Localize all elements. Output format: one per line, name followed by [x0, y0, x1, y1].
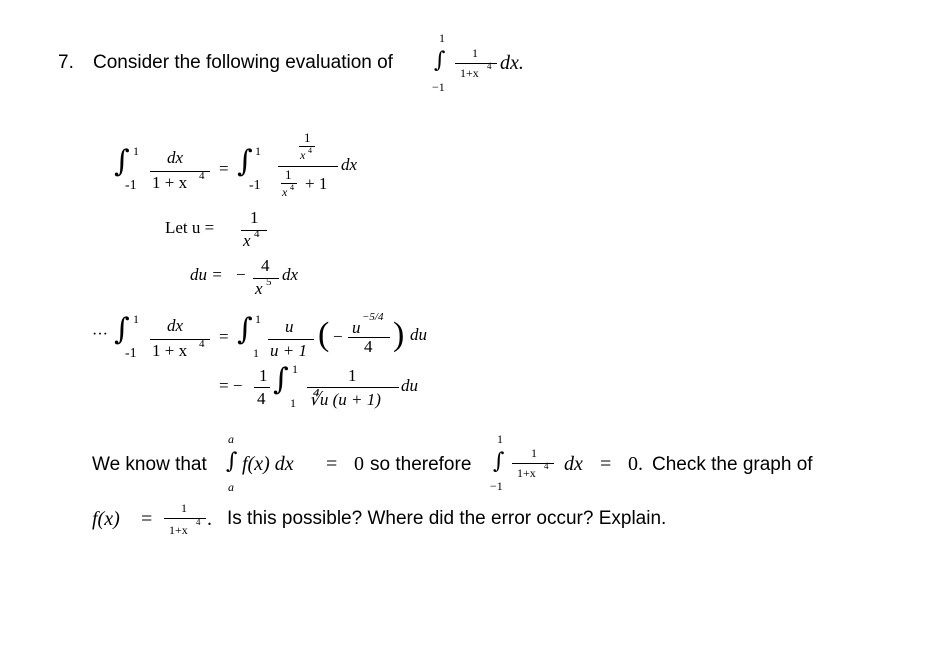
l1-rhs-upper: 1 [255, 144, 261, 158]
l4-rhs-den: u + 1 [270, 341, 307, 360]
stmt-int2-upper: 1 [497, 432, 503, 446]
l1-rhs-dn: 1 [285, 167, 292, 182]
question-fx: f(x) [92, 508, 120, 530]
l4-rhs-num: u [285, 317, 294, 336]
l3-label: du = [190, 265, 223, 284]
integral-sign-icon: ∫ [273, 362, 289, 397]
stmt-int2-num: 1 [531, 446, 537, 460]
l2-den: x [243, 231, 251, 250]
l4-du: du [410, 325, 427, 344]
l2-label [165, 218, 214, 238]
l1-den: 1 + x [152, 173, 188, 192]
l5-bar [254, 387, 270, 388]
l1-rhs-dexp: 4 [290, 183, 294, 192]
l1-rhs-lower: -1 [249, 178, 261, 193]
heading-int-lower: −1 [432, 80, 445, 94]
l1-lower: -1 [125, 178, 137, 193]
l1-rhs-nd: x [300, 148, 306, 162]
question-num: 1 [181, 501, 187, 515]
question-text: Is this possible? Where did the error occur? Explain. [227, 508, 667, 529]
l4-den: 1 + x [152, 341, 188, 360]
l2-num: 1 [250, 208, 259, 227]
problem-intro: Consider the following evaluation of [93, 52, 393, 73]
stmt-int1-eq: = [326, 453, 338, 475]
heading-frac-exp: 4 [487, 61, 492, 71]
right-paren-icon: ) [393, 316, 405, 353]
l4-eq: = [219, 327, 229, 346]
ellipsis-icon: ··· [92, 326, 108, 343]
l5-du: du [401, 376, 418, 395]
l3-den: x [255, 279, 263, 298]
l4-rhs-lower: 1 [253, 346, 259, 360]
l1-rhs-dx: dx [341, 155, 358, 174]
l4-lower: -1 [125, 346, 137, 361]
heading-dx: dx. [500, 52, 524, 74]
question-den: 1+x [169, 523, 188, 537]
stmt-int2-den: 1+x [517, 466, 536, 480]
l3-minus: − [236, 265, 246, 284]
l5-int-upper: 1 [292, 362, 298, 376]
heading-frac-num: 1 [472, 46, 478, 60]
l5-rhs-den: ∜u (u + 1) [309, 390, 381, 409]
integral-sign-icon: ∫ [226, 449, 238, 474]
l1-rhs-nbar [299, 146, 315, 147]
l5-int-lower: 1 [290, 396, 296, 410]
l2-den-exp: 4 [254, 228, 260, 240]
stmt-int2-val: 0. [628, 453, 643, 475]
l5-eq: = − [219, 376, 243, 395]
l5-num: 1 [259, 366, 268, 385]
stmt-int1-body: f(x) dx [242, 453, 294, 475]
left-paren-icon: ( [318, 316, 330, 353]
l1-den-exp: 4 [199, 170, 205, 182]
l4-paren-exp: −5/4 [362, 311, 384, 323]
l1-rhs-nn: 1 [304, 130, 311, 145]
l4-paren-num: u [352, 318, 361, 337]
integral-sign-icon: ∫ [114, 144, 130, 179]
integral-sign-icon: ∫ [114, 312, 130, 347]
l1-rhs-dbar [281, 183, 297, 184]
l4-den-exp: 4 [199, 338, 205, 350]
statement-suffix: Check the graph of [652, 454, 813, 475]
l4-paren-minus: − [333, 327, 343, 346]
stmt-int2-dx: dx [564, 453, 583, 475]
stmt-int2-eq: = [600, 453, 612, 475]
l1-rhs-dd: x [282, 185, 288, 199]
l1-rhs-plus: + 1 [305, 174, 328, 193]
problem-number: 7. [58, 52, 74, 73]
question-exp: 4 [196, 517, 201, 527]
l3-den-exp: 5 [266, 276, 272, 288]
l5-rhs-bar [307, 387, 399, 388]
question-period: . [207, 508, 212, 530]
statement-mid: so therefore [370, 454, 472, 475]
integral-sign-icon: ∫ [237, 144, 253, 179]
l2-label-text: Let u = [165, 218, 215, 237]
statement-prefix: We know that [92, 454, 207, 475]
stmt-int1-val: 0 [354, 453, 364, 475]
l4-rhs-upper: 1 [255, 312, 261, 326]
integral-sign-icon: ∫ [237, 312, 253, 347]
l1-upper: 1 [133, 144, 139, 158]
stmt-int2-lower: −1 [490, 479, 503, 493]
l4-rhs-bar [268, 339, 314, 340]
l1-rhs-nexp: 4 [308, 146, 312, 155]
integral-sign-icon: ∫ [493, 449, 505, 474]
l4-upper: 1 [133, 312, 139, 326]
l1-num: dx [167, 148, 184, 167]
l5-den: 4 [257, 389, 266, 408]
l3-dx: dx [282, 265, 299, 284]
stmt-int1-upper: a [228, 432, 234, 446]
heading-frac-den: 1+x [460, 66, 479, 80]
heading-int-upper: 1 [439, 31, 445, 45]
stmt-int2-exp: 4 [544, 461, 549, 471]
stmt-int1-lower: a [228, 480, 234, 494]
l3-num: 4 [261, 256, 270, 275]
l5-rhs-num: 1 [348, 366, 357, 385]
l4-num: dx [167, 316, 184, 335]
integral-sign-icon: ∫ [434, 48, 446, 73]
question-eq: = [141, 508, 153, 530]
l1-eq: = [219, 159, 229, 178]
l4-paren-den: 4 [364, 337, 373, 356]
